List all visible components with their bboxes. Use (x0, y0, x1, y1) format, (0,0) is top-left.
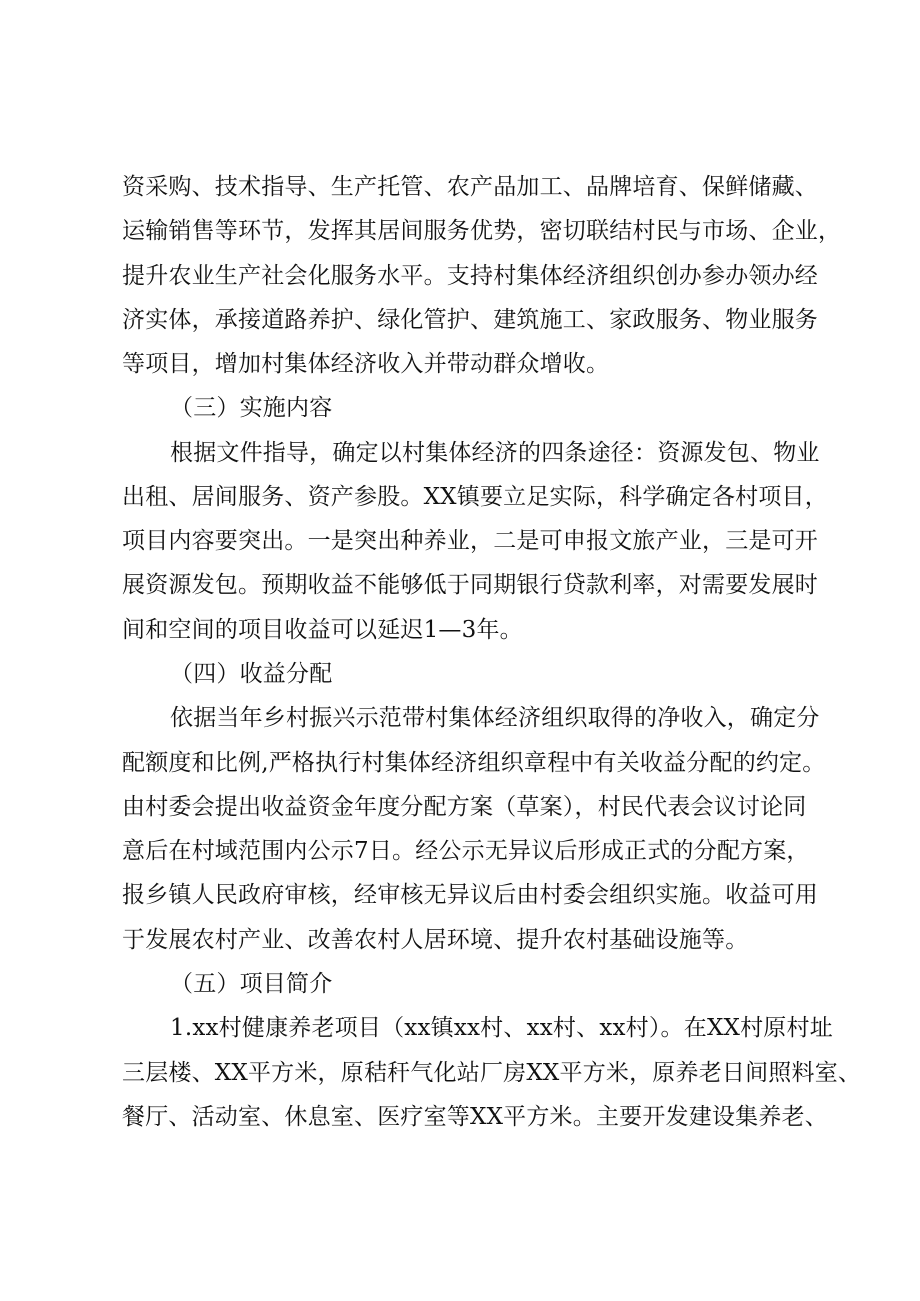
paragraph-line: 配额度和比例,严格执行村集体经济组织章程中有关收益分配的约定。 (122, 750, 826, 776)
paragraph-line: 运输销售等环节，发挥其居间服务优势，密切联结村民与市场、企业， (122, 218, 842, 244)
paragraph-line: 1.xx村健康养老项目（xx镇xx村、xx村、xx村）。在XX村原村址 (170, 1015, 833, 1041)
paragraph-line: 济实体，承接道路养护、绿化管护、建筑施工、家政服务、物业服务 (122, 307, 818, 333)
section-heading-project-intro: （五）项目简介 (170, 971, 333, 997)
paragraph-line: 由村委会提出收益资金年度分配方案（草案），村民代表会议讨论同 (122, 794, 807, 820)
paragraph-line: 展资源发包。预期收益不能够低于同期银行贷款利率，对需要发展时 (122, 572, 818, 598)
paragraph-line: 资采购、技术指导、生产托管、农产品加工、品牌培育、保鲜储藏、 (122, 174, 818, 200)
paragraph-line: 根据文件指导，确定以村集体经济的四条途径：资源发包、物业 (170, 440, 820, 466)
paragraph-line: 于发展农村产业、改善农村人居环境、提升农村基础设施等。 (122, 927, 749, 953)
paragraph-line: 项目内容要突出。一是突出种养业，二是可申报文旅产业，三是可开 (122, 528, 818, 554)
paragraph-line: 三层楼、XX平方米，原秸秆气化站厂房XX平方米，原养老日间照料室、 (122, 1060, 862, 1086)
section-heading-distribution: （四）收益分配 (170, 661, 333, 687)
paragraph-line: 报乡镇人民政府审核，经审核无异议后由村委会组织实施。收益可用 (122, 882, 818, 908)
paragraph-line: 餐厅、活动室、休息室、医疗室等XX平方米。主要开发建设集养老、 (122, 1104, 828, 1130)
paragraph-line: 依据当年乡村振兴示范带村集体经济组织取得的净收入，确定分 (170, 705, 820, 731)
paragraph-line: 等项目，增加村集体经济收入并带动群众增收。 (122, 351, 610, 377)
section-heading-implementation: （三）实施内容 (170, 395, 333, 421)
paragraph-line: 间和空间的项目收益可以延迟1—3年。 (122, 617, 523, 643)
paragraph-line: 意后在村域范围内公示7日。经公示无异议后形成正式的分配方案， (122, 838, 810, 864)
paragraph-line: 提升农业生产社会化服务水平。支持村集体经济组织创办参办领办经 (122, 263, 818, 289)
paragraph-line: 出租、居间服务、资产参股。XX镇要立足实际，科学确定各村项目， (122, 484, 828, 510)
